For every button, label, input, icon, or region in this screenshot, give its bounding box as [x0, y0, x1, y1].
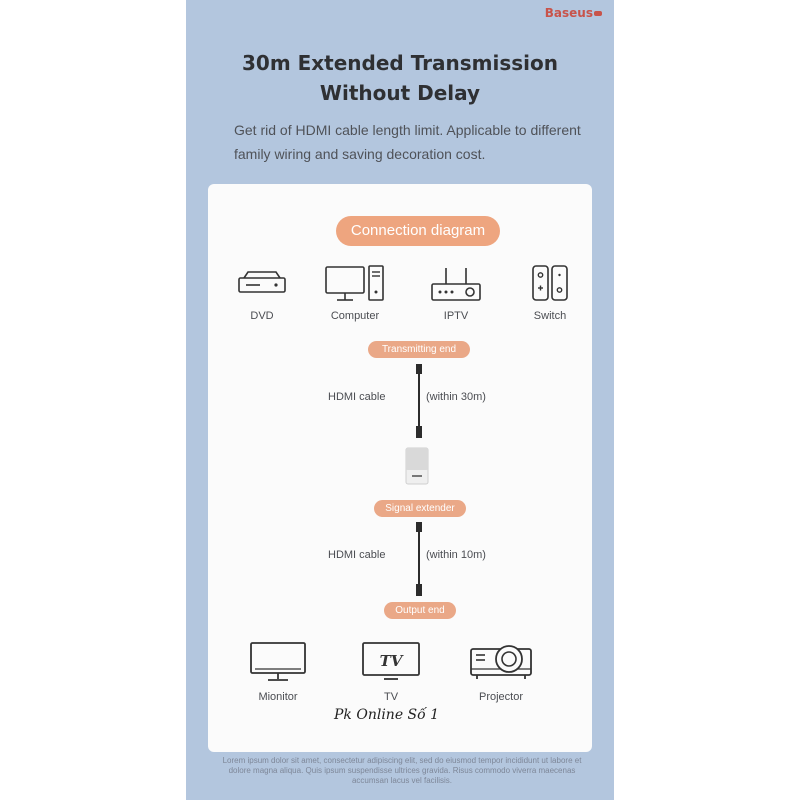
source-dvd — [222, 264, 302, 322]
output-label: TV — [383, 691, 399, 703]
transmitting-end-badge: Transmitting end — [368, 341, 470, 358]
monitor-icon — [248, 639, 308, 685]
computer-icon — [323, 264, 387, 304]
output-tv — [351, 639, 431, 703]
signal-extender-badge: Signal extender — [374, 500, 466, 517]
diagram-title-badge: Connection diagram — [336, 216, 500, 246]
hdmi-cable-10m — [412, 520, 426, 600]
cable-1-length: (within 30m) — [426, 391, 486, 403]
output-label: Mionitor — [258, 691, 298, 703]
page-subtitle: Get rid of HDMI cable length limit. Applicable to different family wiring and saving decoration cost. — [234, 122, 581, 162]
tv-icon — [360, 639, 422, 685]
output-projector — [461, 639, 541, 703]
source-computer — [315, 264, 395, 322]
brand-logo: Baseus — [545, 6, 602, 20]
watermark: Pk Online Số 1 — [334, 707, 440, 723]
game-console-icon — [530, 264, 570, 304]
dvd-player-icon — [236, 264, 288, 304]
projector-icon — [467, 639, 535, 685]
cable-1-label: HDMI cable — [328, 391, 386, 403]
product-panel — [186, 0, 614, 800]
signal-extender-device — [402, 446, 434, 488]
output-label: Projector — [478, 691, 524, 703]
title-line-2: Without Delay — [319, 81, 481, 105]
title-line-1: 30m Extended Transmission — [241, 51, 558, 75]
source-switch — [510, 264, 590, 322]
source-label: Computer — [330, 310, 380, 322]
footer-lorem-text: Lorem ipsum dolor sit amet, consectetur adipiscing elit, sed do eiusmod tempor incididunt ut labore et dolore magna aliqua. Quis ipsum suspendisse ultrices gravida. Risus commodo viverra maecenas accumsan lacus vel facilisis. — [222, 756, 582, 785]
cable-2-length: (within 10m) — [426, 549, 486, 561]
output-monitor — [238, 639, 318, 703]
diagram-card — [208, 184, 592, 752]
source-iptv — [416, 264, 496, 322]
hdmi-cable-30m — [412, 360, 426, 442]
cable-2-label: HDMI cable — [328, 549, 386, 561]
output-end-badge: Output end — [384, 602, 456, 619]
source-label: IPTV — [443, 310, 469, 322]
iptv-box-icon — [428, 264, 484, 304]
source-label: Switch — [533, 310, 567, 322]
source-label: DVD — [250, 310, 274, 322]
tv-screen-text: TV — [379, 652, 403, 670]
page-title — [186, 48, 614, 108]
